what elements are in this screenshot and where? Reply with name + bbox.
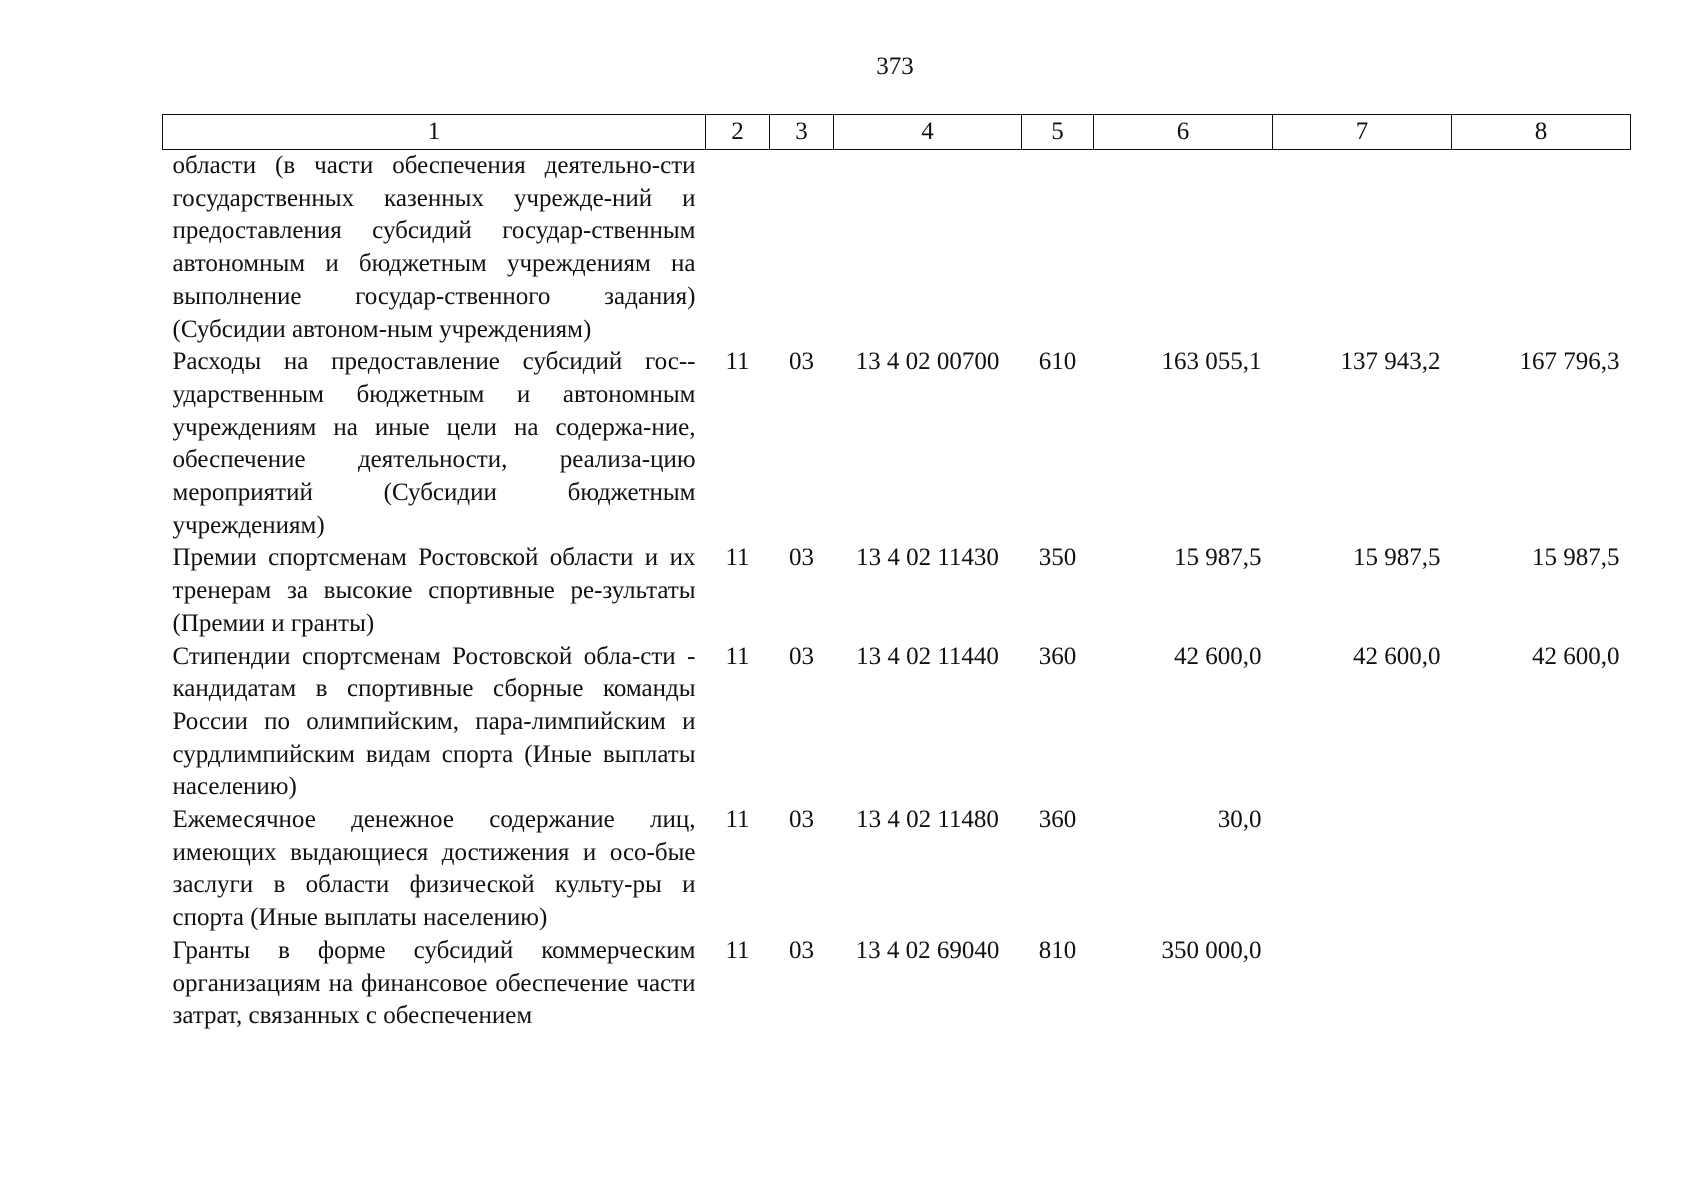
amount-col-6: 30,0 (1217, 806, 1262, 834)
column-header-5: 5 (1022, 115, 1094, 150)
column-header-7: 7 (1273, 115, 1452, 150)
budget-table (162, 114, 1631, 1033)
amount-col-6: 42 600,0 (1174, 642, 1262, 670)
table-row (163, 150, 1631, 347)
amount-col-7 (1273, 935, 1452, 1033)
table-row (163, 935, 1631, 1033)
expense-type-code: 360 (1038, 642, 1077, 670)
expense-name: Стипендии спортсменам Ростовской обла-сти - кандидатам в спортивные сборные команды России по олимпийским, пара-лимпийским и сурдлимпийским видам спорта (Иные выплаты населению) (172, 642, 696, 801)
subsection-code: 03 (789, 348, 814, 376)
section-code: 11 (725, 642, 750, 670)
table-body (163, 150, 1631, 1033)
expense-name: области (в части обеспечения деятельно-сти государственных казенных учрежде-ний и предоставления субсидий государ-ственным автономным и бюджетным учреждениям на выполнение государ-ственного задания) (Субсидии автоном-ным учреждениям) (172, 152, 696, 343)
amount-col-6: 163 055,1 (1161, 348, 1262, 376)
column-header-6: 6 (1094, 115, 1273, 150)
expense-name: Премии спортсменам Ростовской области и их тренерам за высокие спортивные ре-зультаты (Премии и гранты) (172, 544, 696, 637)
amount-col-7: 42 600,0 (1353, 642, 1441, 670)
expense-type-code: 350 (1038, 544, 1077, 572)
section-code: 11 (725, 806, 750, 834)
amount-col-6 (1094, 150, 1273, 347)
expense-type-code: 810 (1038, 936, 1077, 964)
section-code: 11 (725, 936, 750, 964)
amount-col-8: 42 600,0 (1532, 642, 1620, 670)
subsection-code: 03 (789, 642, 814, 670)
expense-name: Расходы на предоставление субсидий гос-ударственным бюджетным и автономным учреждениям на иные цели на содержа-ние, обеспечение деятельности, реализа-цию мероприятий (Субсидии бюджетным учреждениям) (172, 348, 696, 539)
column-header-4: 4 (834, 115, 1022, 150)
table-header-row (163, 115, 1631, 150)
amount-col-7: 15 987,5 (1353, 544, 1441, 572)
target-article-code: 13 4 02 00700 (855, 348, 1000, 376)
amount-col-6: 350 000,0 (1161, 936, 1262, 964)
table-row (163, 641, 1631, 805)
subsection-code: 03 (789, 936, 814, 964)
amount-col-8 (1452, 804, 1631, 935)
amount-col-7: 137 943,2 (1340, 348, 1441, 376)
amount-col-7 (1273, 150, 1452, 347)
subsection-code: 03 (789, 806, 814, 834)
table-row (163, 804, 1631, 935)
expense-type-code: 610 (1038, 348, 1077, 376)
amount-col-6: 15 987,5 (1174, 544, 1262, 572)
target-article-code (834, 150, 1022, 347)
amount-col-8: 167 796,3 (1519, 348, 1620, 376)
table-row (163, 542, 1631, 640)
subsection-code (770, 150, 834, 347)
page-number: 373 (876, 53, 914, 80)
section-code (706, 150, 770, 347)
subsection-code: 03 (789, 544, 814, 572)
table-row (163, 346, 1631, 542)
section-code: 11 (725, 544, 750, 572)
expense-type-code (1022, 150, 1094, 347)
amount-col-8: 15 987,5 (1532, 544, 1620, 572)
column-header-2: 2 (706, 115, 770, 150)
expense-type-code: 360 (1038, 806, 1077, 834)
table-header (163, 115, 1631, 150)
expense-name: Ежемесячное денежное содержание лиц, имеющих выдающиеся достижения и осо-бые заслуги в области физической культу-ры и спорта (Иные выплаты населению) (172, 806, 696, 932)
amount-col-8 (1452, 935, 1631, 1033)
target-article-code: 13 4 02 11440 (856, 642, 999, 670)
section-code: 11 (725, 348, 750, 376)
column-header-1: 1 (163, 115, 706, 150)
target-article-code: 13 4 02 11430 (856, 544, 999, 572)
amount-col-7 (1273, 804, 1452, 935)
column-header-3: 3 (770, 115, 834, 150)
target-article-code: 13 4 02 69040 (855, 936, 1000, 964)
expense-name: Гранты в форме субсидий коммерческим организациям на финансовое обеспечение части затрат, связанных с обеспечением (172, 936, 696, 1030)
target-article-code: 13 4 02 11480 (856, 806, 999, 834)
amount-col-8 (1452, 150, 1631, 347)
column-header-8: 8 (1452, 115, 1631, 150)
